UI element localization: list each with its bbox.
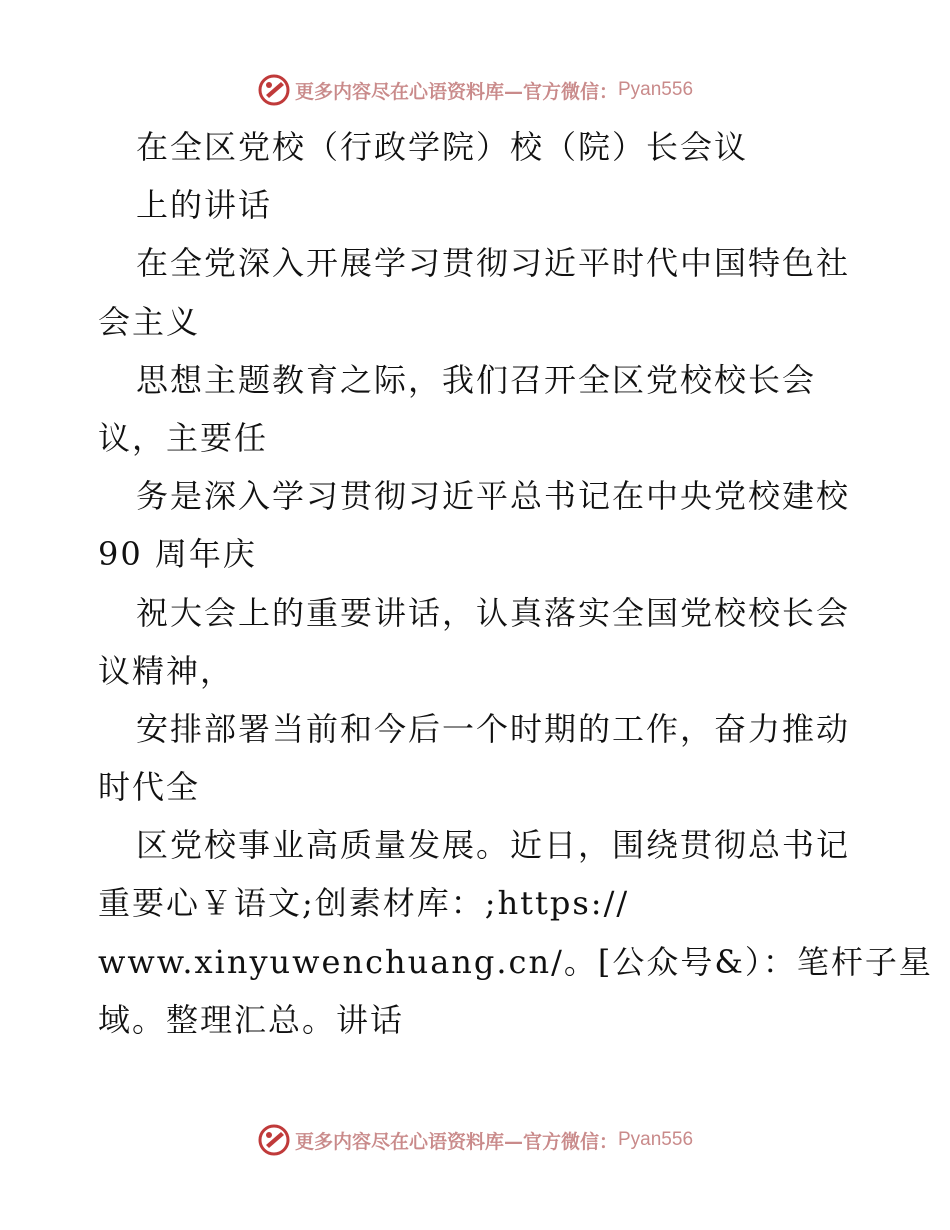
brand-logo-icon (257, 1123, 291, 1157)
text-line: 议，主要任 (98, 418, 269, 457)
text-line: 区党校事业高质量发展。近日，围绕贯彻总书记 (136, 826, 851, 865)
text-line: 90 周年庆 (98, 535, 257, 574)
text-line: 上的讲话 (136, 186, 273, 225)
text-line: 思想主题教育之际，我们召开全区党校校长会 (136, 360, 817, 399)
text-line: 时代全 (98, 768, 201, 807)
banner-wechat-id: Pyan556 (618, 1129, 694, 1150)
banner-text: 更多内容尽在心语资料库—官方微信： (294, 80, 618, 103)
text-line: 在全党深入开展学习贯彻习近平时代中国特色社 (136, 244, 851, 283)
header-watermark-banner (0, 70, 950, 110)
text-line: 重要心￥语文;创素材库：;https:// (98, 884, 630, 923)
document-body (98, 118, 933, 1049)
text-line: 安排部署当前和今后一个时期的工作，奋力推动 (136, 709, 851, 748)
text-line: www.xinyuwenchuang.cn/。[公众号&）：笔杆子星 (98, 942, 933, 981)
footer-watermark-banner (0, 1120, 950, 1160)
text-line: 在全区党校（行政学院）校（院）长会议 (136, 128, 749, 166)
text-line: 祝大会上的重要讲话，认真落实全国党校校长会 (136, 593, 851, 632)
text-line: 域。整理汇总。讲话 (98, 1000, 405, 1039)
banner-wechat-id: Pyan556 (618, 79, 694, 100)
brand-logo-icon (257, 73, 291, 107)
text-line: 务是深入学习贯彻习近平总书记在中央党校建校 (136, 477, 851, 516)
text-line: 会主义 (98, 302, 201, 341)
banner-text: 更多内容尽在心语资料库—官方微信： (294, 1130, 618, 1153)
text-line: 议精神， (98, 651, 235, 690)
